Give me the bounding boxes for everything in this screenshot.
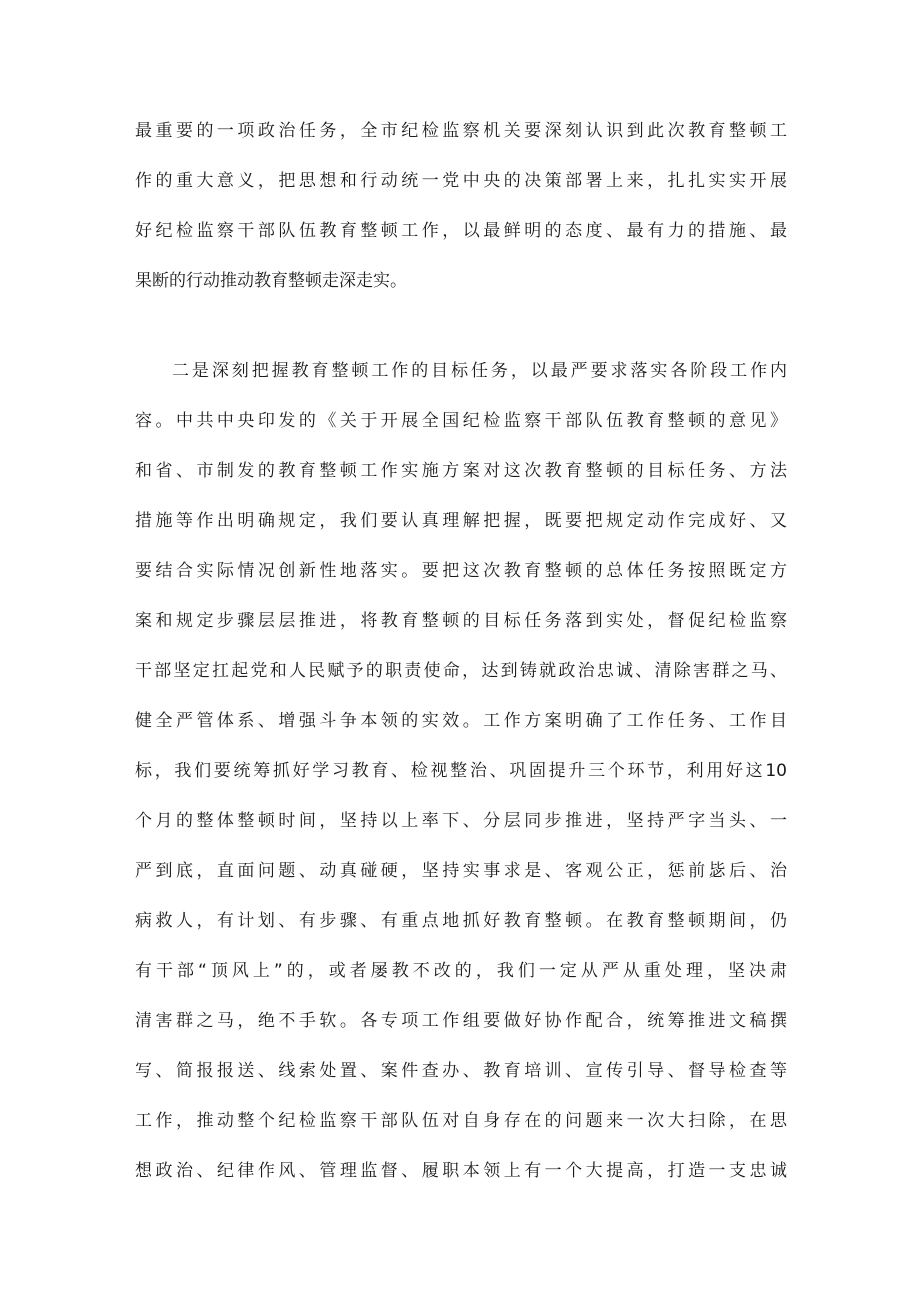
paragraph2-line: 干部坚定扛起党和人民赋予的职责使命，达到铸就政治忠诚、清除害群之马、: [135, 661, 787, 681]
paragraph2-line: 工作，推动整个纪检监察干部队伍对自身存在的问题来一次大扫除，在思: [135, 1111, 787, 1131]
paragraph2-line: 容。中共中央印发的《关于开展全国纪检监察干部队伍教育整顿的意见》: [135, 411, 787, 431]
paragraph1-line: 好纪检监察干部队伍教育整顿工作，以最鲜明的态度、最有力的措施、最: [135, 221, 787, 241]
paragraph2-line: 健全严管体系、增强斗争本领的实效。工作方案明确了工作任务、工作目: [135, 711, 787, 731]
paragraph2-line: 标，我们要统筹抓好学习教育、检视整治、巩固提升三个环节，利用好这10: [135, 761, 787, 781]
paragraph2-line: 个月的整体整顿时间，坚持以上率下、分层同步推进，坚持严字当头、一: [135, 811, 787, 831]
paragraph2-line: 和省、市制发的教育整顿工作实施方案对这次教育整顿的目标任务、方法: [135, 461, 787, 481]
paragraph1-line: 果断的行动推动教育整顿走深走实。: [135, 271, 407, 291]
paragraph2-line: 二是深刻把握教育整顿工作的目标任务，以最严要求落实各阶段工作内: [172, 361, 787, 381]
paragraph2-line: 有干部“顶风上”的，或者屡教不改的，我们一定从严从重处理，坚决肃: [135, 961, 787, 981]
paragraph2-line: 清害群之马，绝不手软。各专项工作组要做好协作配合，统筹推进文稿撰: [135, 1011, 787, 1031]
paragraph2-line: 写、简报报送、线索处置、案件查办、教育培训、宣传引导、督导检查等: [135, 1061, 787, 1081]
paragraph2-line: 措施等作出明确规定，我们要认真理解把握，既要把规定动作完成好、又: [135, 511, 787, 531]
paragraph1-line: 最重要的一项政治任务，全市纪检监察机关要深刻认识到此次教育整顿工: [135, 121, 787, 141]
paragraph2-line: 要结合实际情况创新性地落实。要把这次教育整顿的总体任务按照既定方: [135, 561, 787, 581]
paragraph2-line: 案和规定步骤层层推进，将教育整顿的目标任务落到实处，督促纪检监察: [135, 611, 787, 631]
paragraph2-line: 想政治、纪律作风、管理监督、履职本领上有一个大提高，打造一支忠诚: [135, 1161, 787, 1181]
paragraph2-line: 病救人，有计划、有步骤、有重点地抓好教育整顿。在教育整顿期间，仍: [135, 911, 787, 931]
paragraph1-line: 作的重大意义，把思想和行动统一党中央的决策部署上来，扎扎实实开展: [135, 171, 787, 191]
paragraph2-line: 严到底，直面问题、动真碰硬，坚持实事求是、客观公正，惩前毖后、治: [135, 861, 787, 881]
